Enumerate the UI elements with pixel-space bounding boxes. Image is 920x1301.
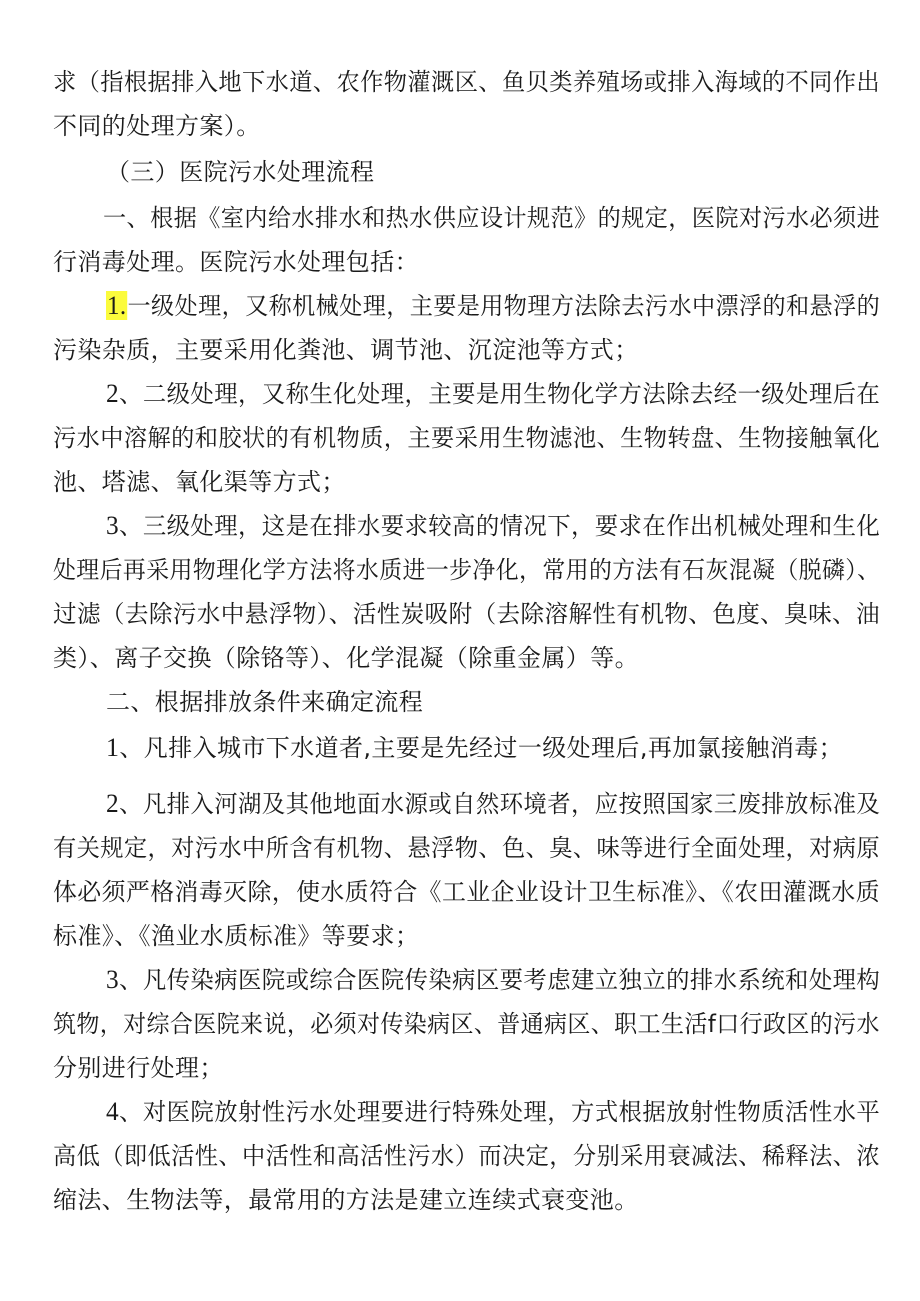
item-3-line-4: 类）、离子交换（除铬等）、化学混凝（除重金属）等。 xyxy=(53,644,639,672)
item-3-number: 3 xyxy=(106,511,120,540)
item-1-line-1 xyxy=(106,290,880,322)
cond-4-text: 、对医院放射性污水处理要进行特殊处理，方式根据放射性物质活性水平 xyxy=(119,1098,881,1126)
cond-3-line-2: 筑物，对综合医院来说，必须对传染病区、普通病区、职工生活f口行政区的污水 xyxy=(53,1010,880,1038)
item-2-number: 2 xyxy=(106,379,120,408)
para-one-line-1: 一、根据《室内给水排水和热水供应设计规范》的规定，医院对污水必须进 xyxy=(103,204,881,232)
para-one-line-2: 行消毒处理。医院污水处理包括： xyxy=(53,248,419,276)
cond-4-line-2: 高低（即低活性、中活性和高活性污水）而决定，分别采用衰减法、稀释法、浓 xyxy=(53,1142,881,1170)
cond-3-line-3: 分别进行处理； xyxy=(53,1054,224,1082)
cond-1-text: 、凡排入城市下水道者,主要是先经过一级处理后,再加氯接触消毒； xyxy=(119,734,844,762)
item-2-line-3: 池、塔滤、氧化渠等方式； xyxy=(53,468,346,496)
cond-2-line-3: 体必须严格消毒灭除，使水质符合《工业企业设计卫生标准》、《农田灌溉水质 xyxy=(53,878,881,906)
cond-3-number: 3 xyxy=(106,965,120,994)
item-3-text: 、三级处理，这是在排水要求较高的情况下，要求在作出机械处理和生化 xyxy=(119,512,881,540)
cond-1-number: 1 xyxy=(106,733,120,762)
item-1-line-2: 污染杂质，主要采用化粪池、调节池、沉淀池等方式； xyxy=(53,336,639,364)
cond-2-line-4: 标准》、《渔业水质标准》等要求； xyxy=(53,922,420,950)
intro-line-2: 不同的处理方案）。 xyxy=(53,112,261,140)
cond-2-line-2: 有关规定，对污水中所含有机物、悬浮物、色、臭、味等进行全面处理，对病原 xyxy=(53,834,881,862)
cond-3-line-1 xyxy=(106,964,880,996)
item-1-text: 一级处理，又称机械处理，主要是用物理方法除去污水中漂浮的和悬浮的 xyxy=(127,292,881,320)
para-two-heading: 二、根据排放条件来确定流程 xyxy=(106,688,424,716)
cond-4-line-3: 缩法、生物法等，最常用的方法是建立连续式衰变池。 xyxy=(53,1186,639,1214)
cond-4-line-1 xyxy=(106,1096,880,1128)
cond-1-line-1 xyxy=(106,732,843,764)
item-2-line-2: 污水中溶解的和胶状的有机物质，主要采用生物滤池、生物转盘、生物接触氧化 xyxy=(53,424,881,452)
item-3-line-1 xyxy=(106,510,880,542)
cond-3-text: 、凡传染病医院或综合医院传染病区要考虑建立独立的排水系统和处理构 xyxy=(119,966,881,994)
item-2-line-1 xyxy=(106,378,880,410)
item-1-number: 1. xyxy=(106,291,127,320)
cond-2-number: 2 xyxy=(106,789,120,818)
item-3-line-2: 处理后再采用物理化学方法将水质进一步净化，常用的方法有石灰混凝（脱磷）、 xyxy=(53,556,881,584)
intro-line-1: 求（指根据排入地下水道、农作物灌溉区、鱼贝类养殖场或排入海域的不同作出 xyxy=(53,68,881,96)
cond-2-line-1 xyxy=(106,788,880,820)
cond-4-number: 4 xyxy=(106,1097,120,1126)
item-3-line-3: 过滤（去除污水中悬浮物）、活性炭吸附（去除溶解性有机物、色度、臭味、油 xyxy=(53,600,881,628)
cond-2-text: 、凡排入河湖及其他地面水源或自然环境者，应按照国家三废排放标准及 xyxy=(119,790,881,818)
item-2-text: 、二级处理，又称生化处理，主要是用生物化学方法除去经一级处理后在 xyxy=(119,380,881,408)
section-three-heading: （三）医院污水处理流程 xyxy=(106,158,375,186)
